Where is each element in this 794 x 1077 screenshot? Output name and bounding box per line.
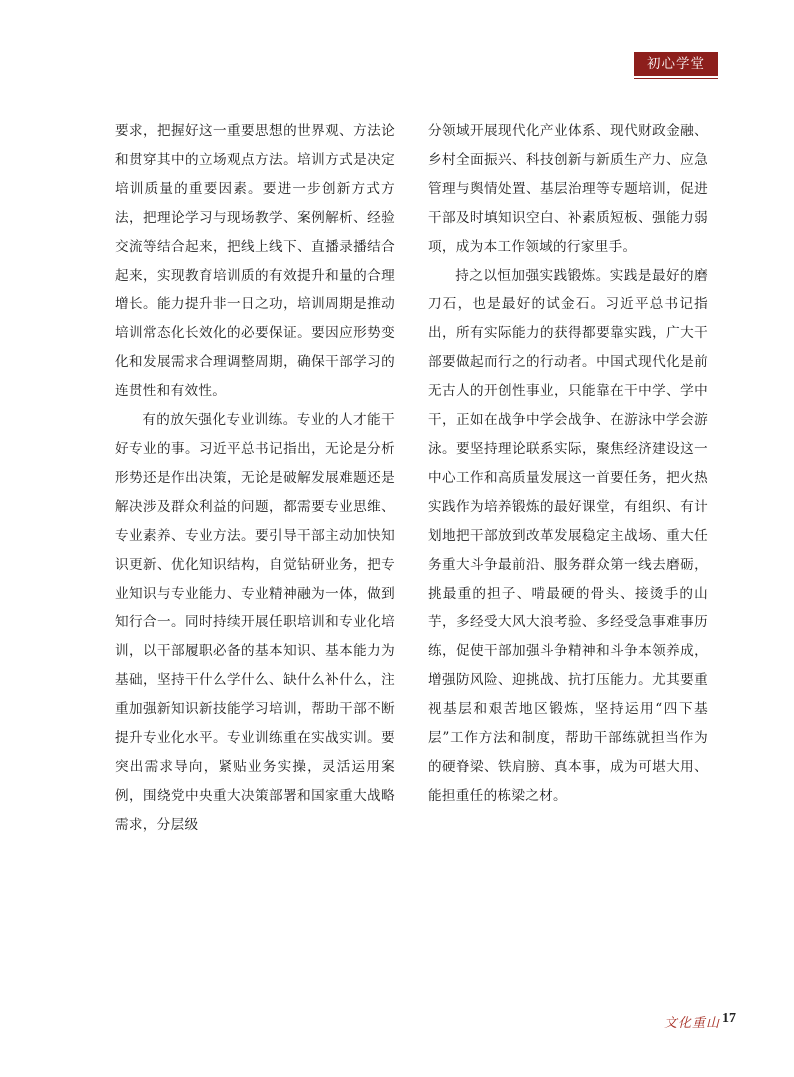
section-label-underline: [634, 78, 718, 79]
section-label: 初心学堂: [634, 52, 718, 76]
paragraph: 要求，把握好这一重要思想的世界观、方法论和贯穿其中的立场观点方法。培训方式是决定培训质量的重要因素。要进一步创新方式方法，把理论学习与现场教学、案例解析、经验交流等结合起来，把线上线下、直播录播结合起来，实现教育培训质的有效提升和量的合理增长。能力提升非一日之功，培训周期是推动培训常态化长效化的必要保证。要因应形势变化和发展需求合理调整周期，确保干部学习的连贯性和有效性。: [115, 123, 395, 400]
right-column: [428, 117, 708, 811]
publication-logo: 文化重山: [664, 1016, 721, 1031]
left-column: [115, 117, 395, 840]
paragraph: 分领域开展现代化产业体系、现代财政金融、乡村全面振兴、科技创新与新质生产力、应急管理与舆情处置、基层治理等专题培训，促进干部及时填知识空白、补素质短板、强能力弱项，成为本工作领域的行家里手。: [428, 123, 708, 255]
page-number: 17: [722, 1011, 736, 1026]
paragraph: 有的放矢强化专业训练。专业的人才能干好专业的事。习近平总书记指出，无论是分析形势还是作出决策，无论是破解发展难题还是解决涉及群众利益的问题，都需要专业思维、专业素养、专业方法。要引导干部主动加快知识更新、优化知识结构，自觉钻研业务，把专业知识与专业能力、专业精神融为一体，做到知行合一。同时持续开展任职培训和专业化培训，以干部履职必备的基本知识、基本能力为基础，坚持干什么学什么、缺什么补什么，注重加强新知识新技能学习培训，帮助干部不断提升专业化水平。专业训练重在实战实训。要突出需求导向，紧贴业务实操，灵活运用案例，围绕党中央重大决策部署和国家重大战略需求，分层级: [115, 412, 395, 833]
paragraph: 持之以恒加强实践锻炼。实践是最好的磨刀石，也是最好的试金石。习近平总书记指出，所有实际能力的获得都要靠实践，广大干部要做起而行之的行动者。中国式现代化是前无古人的开创性事业，只能靠在干中学、学中干，正如在战争中学会战争、在游泳中学会游泳。要坚持理论联系实际，聚焦经济建设这一中心工作和高质量发展这一首要任务，把火热实践作为培养锻炼的最好课堂，有组织、有计划地把干部放到改革发展稳定主战场、重大任务重大斗争最前沿、服务群众第一线去磨砺，挑最重的担子、啃最硬的骨头、接烫手的山芋，多经受大风大浪考验、多经受急事难事历练，促使干部加强斗争精神和斗争本领养成，增强防风险、迎挑战、抗打压能力。尤其要重视基层和艰苦地区锻炼，坚持运用“四下基层”工作方法和制度，帮助干部练就担当作为的硬脊梁、铁肩膀、真本事，成为可堪大用、能担重任的栋梁之材。: [428, 267, 708, 804]
